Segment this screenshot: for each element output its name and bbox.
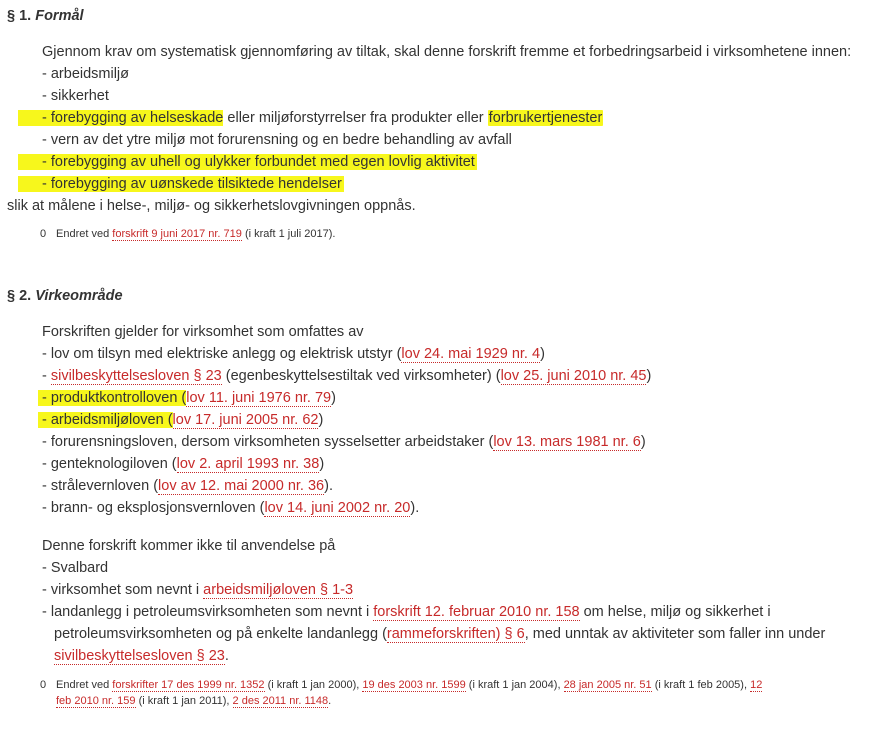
section-1-outro: slik at målene i helse-, miljø- og sikkerhetslovgivningen oppnås. <box>7 198 416 214</box>
list-item-text: - <box>42 368 51 384</box>
highlighted-text: forbrukertjenester <box>488 110 603 126</box>
highlighted-text: - produktkontrolloven ( <box>42 390 187 406</box>
law-link[interactable]: lov 13. mars 1981 nr. 6 <box>493 434 641 450</box>
list-item-text: - lov om tilsyn med elektriske anlegg og elektrisk utstyr ( <box>42 346 402 362</box>
amendment-link[interactable]: forskrift 9 juni 2017 nr. 719 <box>112 228 242 240</box>
list-item: - arbeidsmiljø <box>42 66 130 82</box>
list-item-text: ) <box>646 368 652 384</box>
list-item <box>42 366 651 386</box>
section-1-heading <box>7 8 84 24</box>
note-text: Endret ved <box>56 679 113 691</box>
list-item <box>42 432 646 452</box>
section-1-intro: Gjennom krav om systematisk gjennomføring av tiltak, skal denne forskrift fremme et forbedringsarbeid i virksomhetene innen: <box>42 44 852 60</box>
note-marker: 0 <box>40 228 47 240</box>
amendment-note <box>40 226 335 242</box>
law-link[interactable]: forskrift 12. februar 2010 nr. 158 <box>373 604 580 620</box>
list-item <box>42 344 545 364</box>
highlighted-text: - forebygging av helseskade <box>42 110 224 126</box>
law-link[interactable]: lov 2. april 1993 nr. 38 <box>176 456 320 472</box>
highlight <box>38 412 173 428</box>
list-item-text: ) <box>319 456 325 472</box>
list-item-text: . <box>224 648 229 664</box>
list-item: - sikkerhet <box>42 88 109 104</box>
list-item <box>38 410 323 430</box>
highlight <box>18 154 477 170</box>
list-item-text: ) <box>640 434 646 450</box>
highlight <box>18 110 223 126</box>
list-item-text: - forurensningsloven, dersom virksomheten sysselsetter arbeidstaker ( <box>42 434 494 450</box>
note-text: (i kraft 1 jan 2011), <box>135 695 233 707</box>
section-title: Virkeområde <box>35 288 123 304</box>
list-item-text: - virksomhet som nevnt i <box>42 582 204 598</box>
note-text: Endret ved <box>56 228 113 240</box>
list-item-text: - landanlegg i petroleumsvirksomheten som nevnt i <box>42 604 374 620</box>
note-text: (i kraft 1 jan 2000), <box>264 679 363 691</box>
law-link[interactable]: lov 14. juni 2002 nr. 20 <box>264 500 411 516</box>
law-link[interactable]: lov av 12. mai 2000 nr. 36 <box>158 478 325 494</box>
section-2-heading <box>7 288 123 304</box>
amendment-link[interactable]: feb 2010 nr. 159 <box>56 695 136 707</box>
list-item: - vern av det ytre miljø mot forurensning og en bedre behandling av avfall <box>42 132 512 148</box>
list-item <box>42 476 333 496</box>
amendment-link[interactable]: forskrifter 17 des 1999 nr. 1352 <box>112 679 265 691</box>
list-item-text: petroleumsvirksomheten og på enkelte landanlegg ( <box>54 626 387 642</box>
amendment-note <box>40 677 840 709</box>
list-item <box>38 388 336 408</box>
list-item <box>18 152 477 172</box>
note-text: (i kraft 1 juli 2017). <box>241 228 336 240</box>
list-item-text: eller miljøforstyrrelser fra produkter eller <box>223 110 488 126</box>
law-link[interactable]: arbeidsmiljøloven § 1-3 <box>203 582 354 598</box>
section-2-intro: Forskriften gjelder for virksomhet som omfattes av <box>42 324 364 340</box>
list-item-text: - genteknologiloven ( <box>42 456 177 472</box>
list-item-text: ). <box>410 500 420 516</box>
section-2-intro-exclusions: Denne forskrift kommer ikke til anvendelse på <box>42 538 336 554</box>
note-text: (i kraft 1 jan 2004), <box>465 679 564 691</box>
note-marker: 0 <box>40 679 47 691</box>
list-item <box>18 108 603 128</box>
law-link[interactable]: sivilbeskyttelsesloven § 23 <box>54 648 225 664</box>
list-item-text: ) <box>331 390 336 406</box>
amendment-link[interactable]: 19 des 2003 nr. 1599 <box>362 679 466 691</box>
highlighted-text: - arbeidsmiljøloven ( <box>42 412 173 428</box>
list-item-text: ) <box>540 346 545 362</box>
law-link[interactable]: lov 25. juni 2010 nr. 45 <box>500 368 647 384</box>
highlight <box>18 176 344 192</box>
list-item-text: (egenbeskyttelsestiltak ved virksomheter) ( <box>221 368 501 384</box>
list-item-text: - brann- og eksplosjonsvernloven ( <box>42 500 265 516</box>
amendment-link[interactable]: 2 des 2011 nr. 1148 <box>232 695 329 707</box>
section-number: § 1. <box>7 8 32 24</box>
law-link[interactable]: rammeforskriften) § 6 <box>386 626 525 642</box>
note-text: (i kraft 1 feb 2005), <box>651 679 751 691</box>
highlighted-text: - forebygging av uønskede tilsiktede hendelser <box>42 176 342 192</box>
list-item <box>42 580 353 600</box>
list-item <box>42 454 324 474</box>
list-item: - Svalbard <box>42 560 109 576</box>
highlight <box>38 390 186 406</box>
list-item-continuation <box>54 624 825 644</box>
law-link[interactable]: lov 17. juni 2005 nr. 62 <box>172 412 319 428</box>
law-link[interactable]: sivilbeskyttelsesloven § 23 <box>50 368 222 384</box>
list-item-text: ) <box>318 412 324 428</box>
law-link[interactable]: lov 11. juni 1976 nr. 79 <box>186 390 332 406</box>
law-link[interactable]: lov 24. mai 1929 nr. 4 <box>401 346 541 362</box>
list-item <box>42 498 419 518</box>
highlighted-text: - forebygging av uhell og ulykker forbundet med egen lovlig aktivitet <box>42 154 475 170</box>
amendment-link[interactable]: 12 <box>750 679 763 691</box>
list-item-text: , med unntak av aktiviteter som faller inn under <box>524 626 826 642</box>
note-text: . <box>328 695 332 707</box>
section-number: § 2. <box>7 288 32 304</box>
list-item-text: ). <box>324 478 333 494</box>
list-item <box>18 174 344 194</box>
list-item <box>42 602 771 622</box>
list-item-text: - strålevernloven ( <box>42 478 159 494</box>
amendment-link[interactable]: 28 jan 2005 nr. 51 <box>563 679 652 691</box>
list-item-continuation <box>54 646 229 666</box>
section-title: Formål <box>35 8 84 24</box>
list-item-text: om helse, miljø og sikkerhet i <box>579 604 771 620</box>
